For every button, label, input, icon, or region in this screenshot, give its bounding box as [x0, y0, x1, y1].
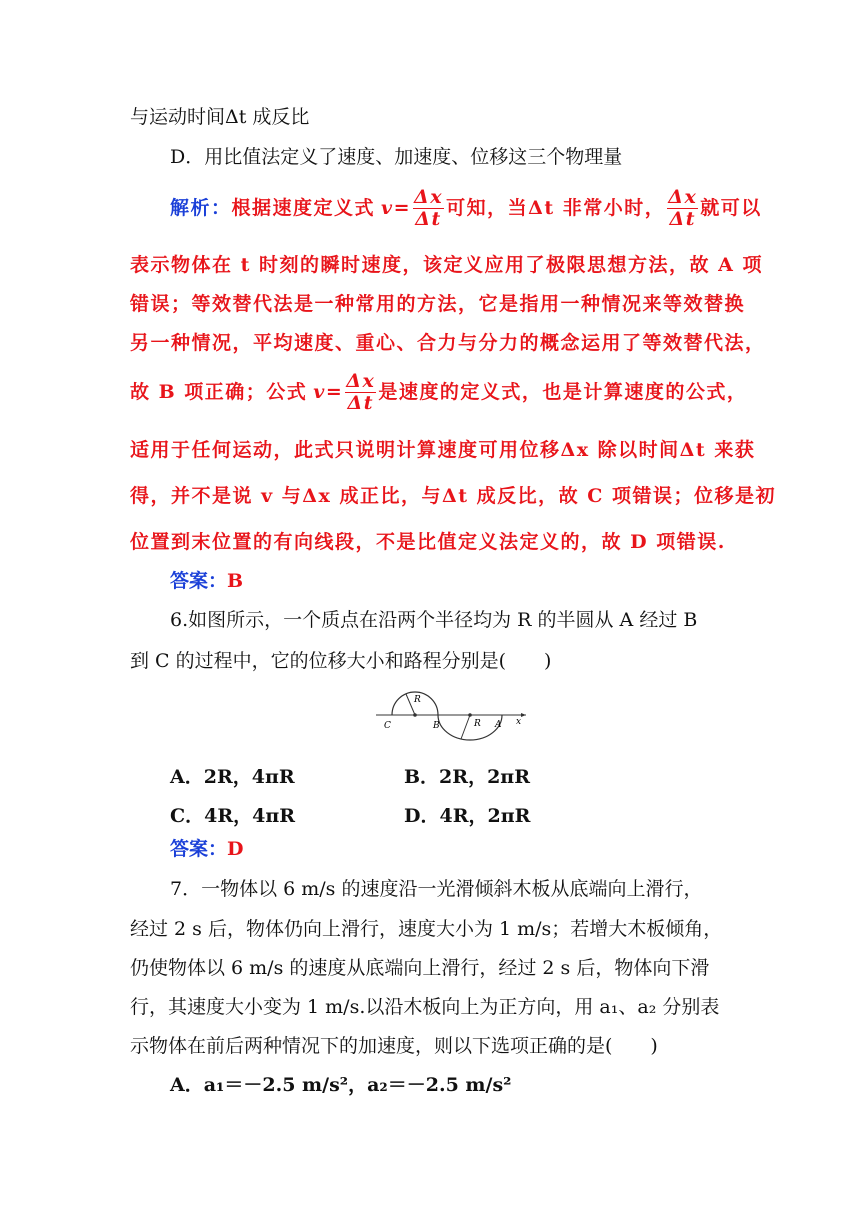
- q6-option-c[interactable]: C．4R，4πR: [170, 805, 296, 827]
- analysis-text-5b: 是速度的定义式，也是计算速度的公式，: [378, 380, 748, 403]
- analysis-line-8: 位置到末位置的有向线段，不是比值定义法定义的，故 D 项错误.: [130, 531, 726, 553]
- label-c: C: [384, 721, 391, 731]
- analysis-line-2: 表示物体在 t 时刻的瞬时速度，该定义应用了极限思想方法，故 A 项: [130, 254, 763, 276]
- fraction-dx-dt-3: [345, 369, 376, 414]
- fraction-denominator: Δt: [347, 391, 375, 414]
- answer-6: [170, 840, 244, 859]
- fraction-numerator: Δx: [668, 185, 698, 208]
- answer-value: D: [227, 838, 244, 860]
- answer-label: 答案：: [170, 570, 228, 592]
- label-r1: R: [414, 695, 421, 705]
- answer-5: [170, 572, 243, 591]
- label-b: B: [433, 721, 440, 731]
- equals-sign: =: [393, 196, 411, 219]
- fraction-numerator: Δx: [346, 369, 376, 392]
- analysis-line-3: 错误；等效替代法是一种常用的方法，它是指用一种情况来等效替换: [130, 293, 746, 315]
- answer-label: 答案：: [170, 838, 228, 860]
- q7-option-a[interactable]: A．a₁＝－2.5 m/s²，a₂＝－2.5 m/s²: [170, 1074, 512, 1096]
- q6-option-d[interactable]: D．4R，2πR: [404, 805, 531, 827]
- q6-option-b[interactable]: B．2R，2πR: [404, 766, 530, 788]
- q6-line-2: 到 C 的过程中，它的位移大小和路程分别是( ): [130, 650, 552, 672]
- q7-line-4: 行，其速度大小变为 1 m/s.以沿木板向上为正方向，用 a₁、a₂ 分别表: [130, 996, 720, 1018]
- radius-line-2: [461, 715, 470, 739]
- answer-value: B: [227, 570, 244, 592]
- q6-line-1: 6.如图所示，一个质点在沿两个半径均为 R 的半圆从 A 经过 B: [170, 609, 698, 631]
- analysis-line-6: 适用于任何运动，此式只说明计算速度可用位移Δx 除以时间Δt 来获: [130, 439, 756, 461]
- analysis-label: 解析：: [170, 196, 232, 219]
- analysis-text-1a: 根据速度定义式: [231, 196, 376, 219]
- semicircle-path-diagram: [376, 684, 536, 746]
- option-d-prev: D．用比值法定义了速度、加速度、位移这三个物理量: [170, 146, 623, 168]
- analysis-line-4: 另一种情况，平均速度、重心、合力与分力的概念运用了等效替代法，: [130, 332, 766, 354]
- fraction-dx-dt-2: [667, 185, 698, 230]
- var-v: v: [313, 380, 326, 403]
- x-axis-arrow: [521, 713, 526, 717]
- analysis-line-1: [170, 185, 762, 231]
- analysis-text-1b: 可知，当Δt 非常小时，: [446, 196, 666, 219]
- lower-semicircle: [438, 715, 502, 740]
- label-x: x: [516, 717, 522, 727]
- label-r2: R: [474, 719, 481, 729]
- text-line-top: 与运动时间Δt 成反比: [130, 106, 310, 128]
- q7-line-2: 经过 2 s 后，物体仍向上滑行，速度大小为 1 m/s；若增大木板倾角，: [130, 918, 723, 940]
- var-v: v: [381, 196, 394, 219]
- analysis-text-1c: 就可以: [700, 196, 762, 219]
- label-a: A: [495, 720, 502, 730]
- q7-line-1: 7．一物体以 6 m/s 的速度沿一光滑倾斜木板从底端向上滑行，: [170, 878, 703, 900]
- fraction-denominator: Δt: [669, 207, 697, 230]
- q7-line-5: 示物体在前后两种情况下的加速度，则以下选项正确的是( ): [130, 1035, 658, 1057]
- fraction-denominator: Δt: [415, 207, 442, 230]
- analysis-text-5a: 故 B 项正确；公式: [130, 380, 308, 403]
- fraction-numerator: Δx: [414, 185, 444, 208]
- equals-sign: =: [325, 380, 344, 403]
- fraction-dx-dt: [413, 185, 444, 230]
- analysis-line-5: [130, 368, 747, 416]
- analysis-line-7: 得，并不是说 v 与Δx 成正比，与Δt 成反比，故 C 项错误；位移是初: [130, 485, 776, 507]
- q6-option-a[interactable]: A．2R，4πR: [170, 766, 295, 788]
- q7-line-3: 仍使物体以 6 m/s 的速度从底端向上滑行，经过 2 s 后，物体向下滑: [130, 957, 710, 979]
